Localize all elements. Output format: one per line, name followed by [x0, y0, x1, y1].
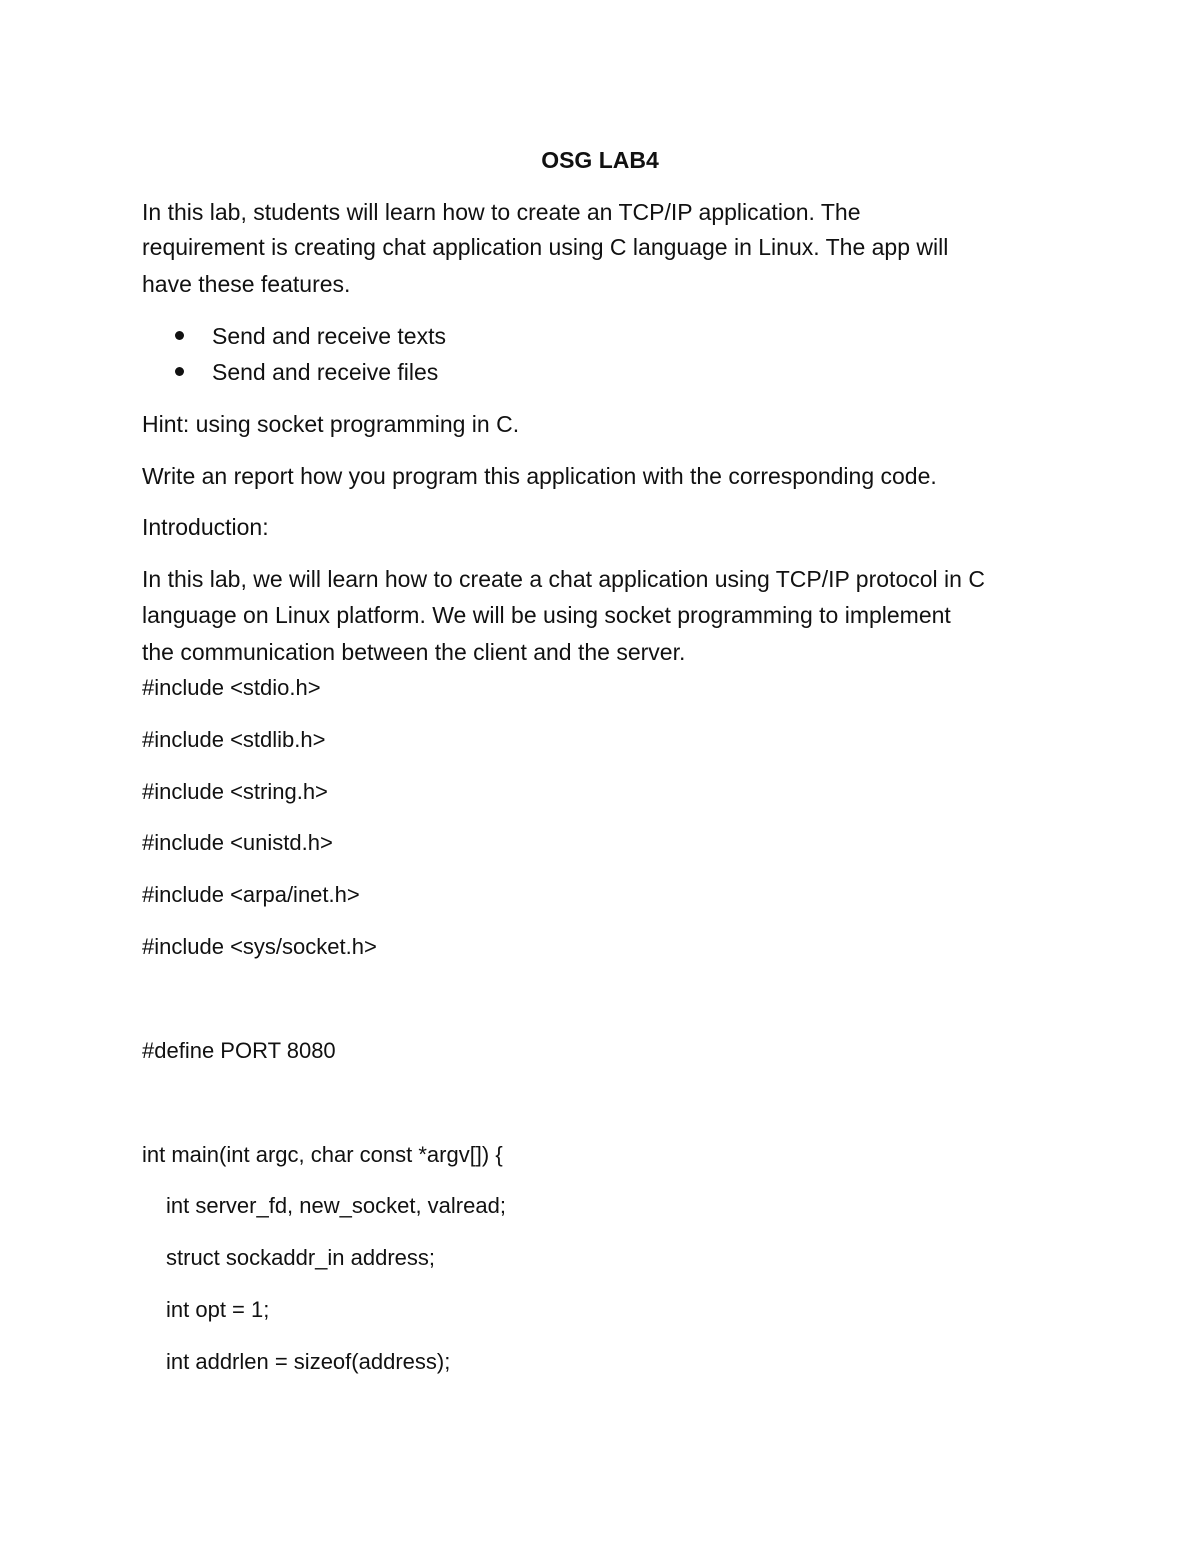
intro-line-1: In this lab, students will learn how to create an TCP/IP application. The — [142, 199, 861, 225]
code-line-addrlen: int addrlen = sizeof(address); — [166, 1349, 451, 1374]
code-line-declarations: int server_fd, new_socket, valread; — [166, 1193, 506, 1218]
code-include-socket: #include <sys/socket.h> — [142, 934, 377, 959]
intro-line-3: have these features. — [142, 271, 351, 297]
code-define-port: #define PORT 8080 — [142, 1038, 336, 1063]
introduction-line-2: language on Linux platform. We will be using socket programming to implement — [142, 602, 951, 628]
code-line-opt: int opt = 1; — [166, 1297, 270, 1322]
hint-text: Hint: using socket programming in C. — [142, 411, 520, 437]
feature-item-files: Send and receive files — [212, 359, 439, 385]
code-include-unistd: #include <unistd.h> — [142, 830, 333, 855]
document-title: OSG LAB4 — [541, 147, 659, 173]
introduction-line-1: In this lab, we will learn how to create a chat application using TCP/IP protocol in C — [142, 566, 985, 592]
code-include-string: #include <string.h> — [142, 779, 328, 804]
code-include-stdio: #include <stdio.h> — [142, 675, 321, 700]
code-include-inet: #include <arpa/inet.h> — [142, 882, 360, 907]
code-main-signature: int main(int argc, char const *argv[]) { — [142, 1142, 503, 1167]
introduction-heading: Introduction: — [142, 514, 269, 540]
code-line-address: struct sockaddr_in address; — [166, 1245, 436, 1270]
code-include-stdlib: #include <stdlib.h> — [142, 727, 326, 752]
bullet-icon — [175, 367, 184, 376]
intro-line-2: requirement is creating chat application using C language in Linux. The app will — [142, 234, 949, 260]
task-text: Write an report how you program this application with the corresponding code. — [142, 463, 937, 489]
feature-item-texts: Send and receive texts — [212, 323, 446, 349]
bullet-icon — [175, 331, 184, 340]
introduction-line-3: the communication between the client and the server. — [142, 639, 686, 665]
